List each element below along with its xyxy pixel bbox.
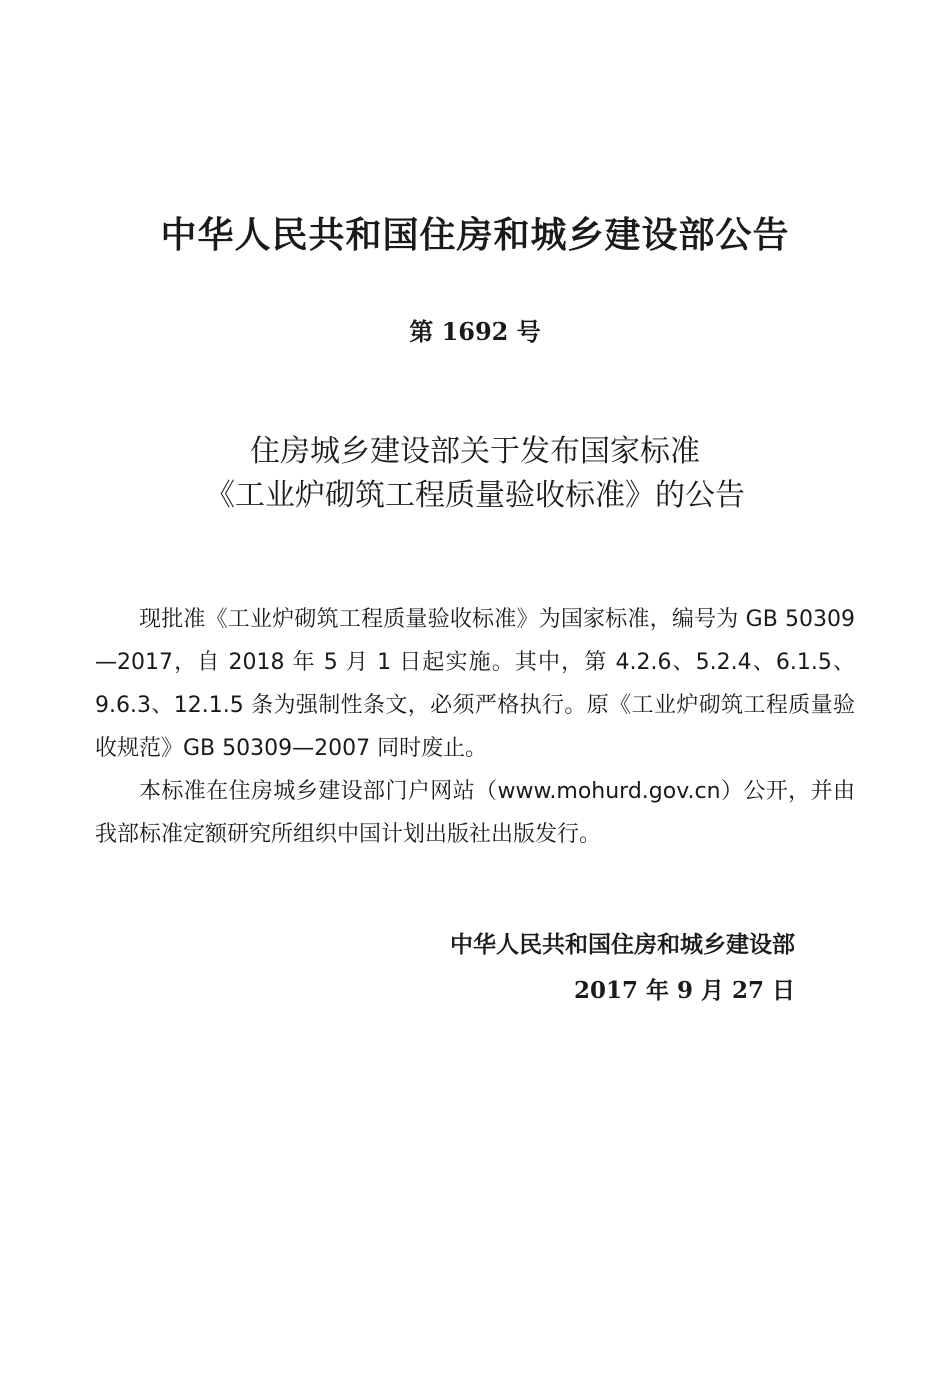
signature-organization: 中华人民共和国住房和城乡建设部 xyxy=(450,932,795,958)
notice-subtitle xyxy=(0,430,950,518)
body-paragraph-2: 本标准在住房城乡建设部门户网站（www.mohurd.gov.cn）公开，并由我部标准定额研究所组织中国计划出版社出版发行。 xyxy=(95,779,855,847)
subtitle-line-2: 《工业炉砌筑工程质量验收标准》的公告 xyxy=(205,478,745,513)
notice-heading: 中华人民共和国住房和城乡建设部公告 xyxy=(160,215,790,256)
notice-body xyxy=(95,598,855,856)
notice-number: 第 1692 号 xyxy=(409,317,541,346)
subtitle-line-1: 住房城乡建设部关于发布国家标准 xyxy=(250,434,700,469)
signature-date: 2017 年 9 月 27 日 xyxy=(573,977,795,1004)
body-paragraph-1: 现批准《工业炉砌筑工程质量验收标准》为国家标准，编号为 GB 50309—2017，自 2018 年 5 月 1 日起实施。其中，第 4.2.6、5.2.4、6.1.5、9.6.3、12.1.5 条为强制性条文，必须严格执行。原《工业炉砌筑工程质量验收规范》GB 50309—2007 同时废止。 xyxy=(95,607,855,761)
signature-block xyxy=(450,922,795,1014)
